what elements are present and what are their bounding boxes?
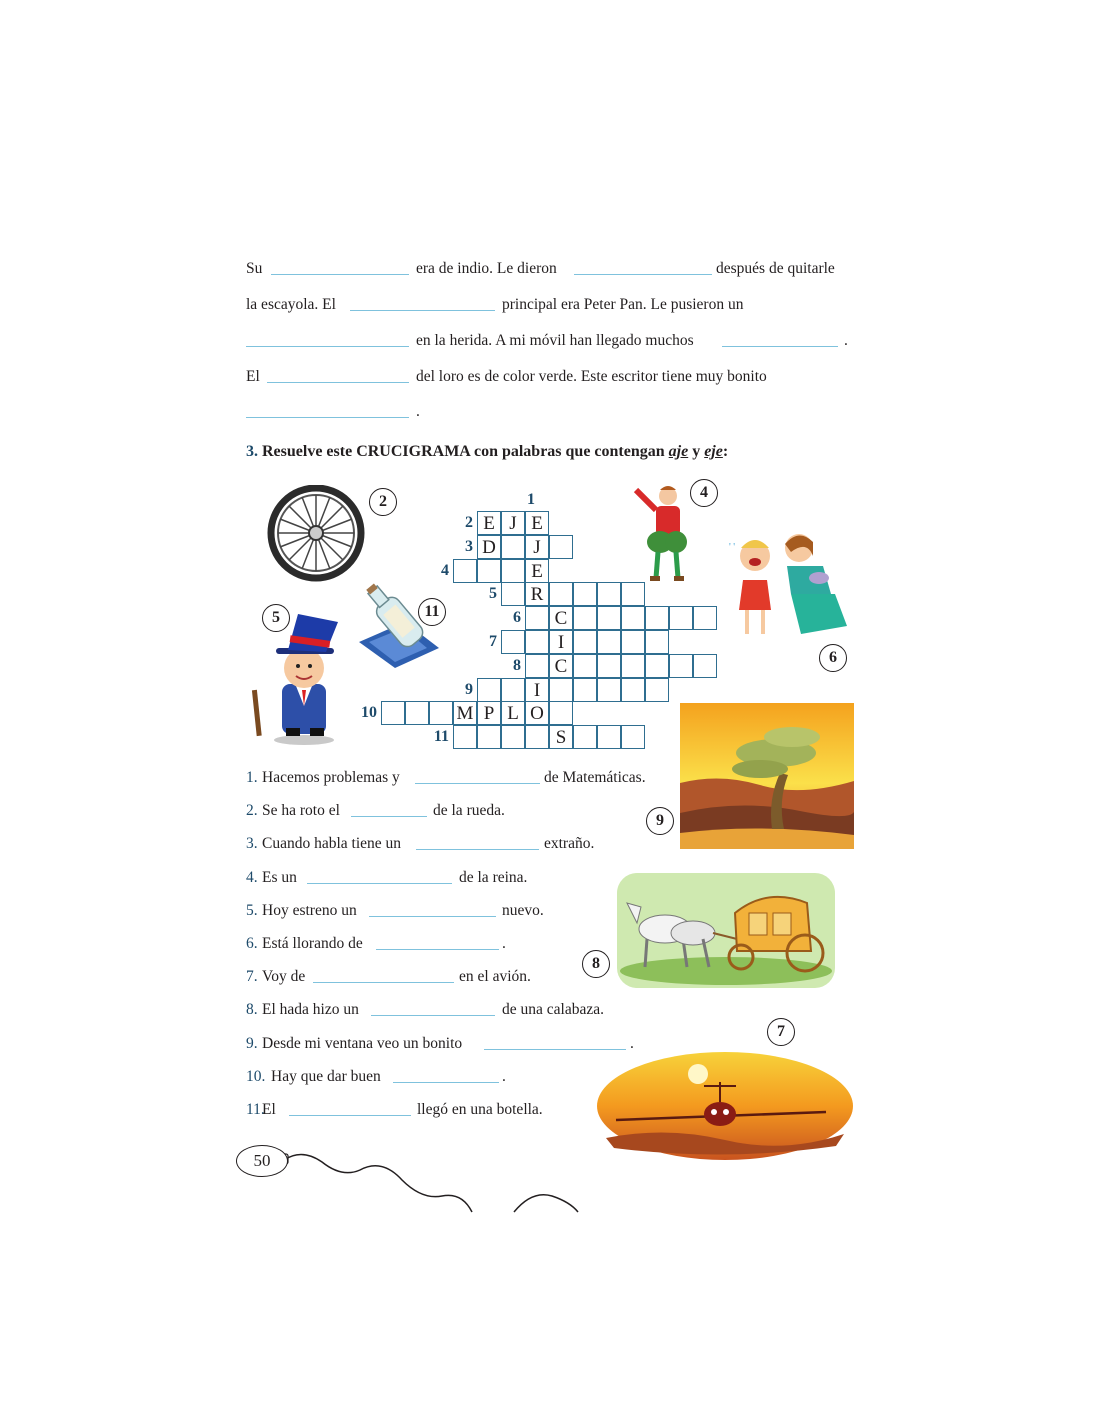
picture-number: 8 xyxy=(582,950,610,978)
answer-blank[interactable] xyxy=(246,346,409,347)
clue-text: Hacemos problemas y xyxy=(262,769,400,786)
picture-number: 6 xyxy=(819,644,847,672)
clue-number: 11. xyxy=(246,1101,265,1118)
crossword-cell[interactable] xyxy=(501,582,525,606)
crossword-row-number: 2 xyxy=(465,514,473,531)
paragraph-text: la escayola. El xyxy=(246,296,336,313)
crossword-cell[interactable] xyxy=(525,725,549,749)
crossword-cell[interactable] xyxy=(573,582,597,606)
crossword-cell[interactable] xyxy=(645,678,669,702)
clue-answer-blank[interactable] xyxy=(416,849,539,850)
clue-text: Voy de xyxy=(262,968,306,986)
exercise-title: Resuelve este CRUCIGRAMA con palabras que contengan xyxy=(262,443,665,460)
crossword-row-number: 5 xyxy=(489,585,497,603)
page-boy-illustration xyxy=(632,482,690,584)
crossword-cell[interactable]: P xyxy=(477,701,501,725)
answer-blank[interactable] xyxy=(271,274,409,275)
clue-number: 10. xyxy=(246,1067,266,1085)
exercise-word-eje: eje xyxy=(704,443,723,460)
crossword-cell[interactable]: E xyxy=(477,511,501,535)
crossword-cell[interactable] xyxy=(525,630,549,654)
carriage-illustration xyxy=(617,873,835,988)
clue-text-end: de una calabaza. xyxy=(502,1001,604,1019)
crossword-cell[interactable] xyxy=(621,678,645,702)
crossword-cell[interactable]: L xyxy=(501,701,525,725)
clue-text: Desde mi ventana veo un bonito xyxy=(262,1034,463,1052)
crossword-cell[interactable] xyxy=(573,630,597,654)
clue-number: 4. xyxy=(246,868,258,886)
crossword-cell[interactable] xyxy=(525,606,549,630)
crossword-row-number: 3 xyxy=(465,537,473,555)
clue-answer-blank[interactable] xyxy=(393,1082,499,1083)
crossword-column-number: 1 xyxy=(527,491,535,508)
crossword-cell[interactable] xyxy=(549,582,573,606)
crossword-cell[interactable] xyxy=(477,725,501,749)
clue-number: 2. xyxy=(246,802,258,820)
crossword-row-number: 11 xyxy=(433,728,449,746)
wheel-illustration xyxy=(266,485,370,583)
crossword-cell[interactable] xyxy=(669,654,693,678)
clue-text-end: en el avión. xyxy=(459,968,531,986)
crossword-cell[interactable] xyxy=(645,630,669,654)
crossword-cell[interactable]: I xyxy=(549,630,573,654)
clue-answer-blank[interactable] xyxy=(376,949,499,950)
crossword-cell[interactable]: R xyxy=(525,582,549,606)
crossword-cell[interactable] xyxy=(453,725,477,749)
crossword-cell[interactable] xyxy=(597,630,621,654)
clue-number: 9. xyxy=(246,1034,258,1052)
crossword-cell[interactable] xyxy=(573,678,597,702)
clue-number: 5. xyxy=(246,901,258,919)
clue-number: 6. xyxy=(246,935,258,952)
crossword-cell[interactable] xyxy=(621,654,645,678)
clue-text-end: nuevo. xyxy=(502,901,544,919)
crossword-row-number: 10 xyxy=(361,704,377,722)
crossword-cell[interactable] xyxy=(645,606,669,630)
crossword-row-number: 7 xyxy=(489,633,497,650)
crossword-cell[interactable]: D xyxy=(477,535,501,559)
crossword-cell[interactable] xyxy=(501,725,525,749)
paragraph-text: principal era Peter Pan. Le pusieron un xyxy=(502,296,744,313)
clue-text: El xyxy=(262,1101,276,1118)
clue-number: 8. xyxy=(246,1001,258,1019)
crossword-cell[interactable] xyxy=(621,606,645,630)
crossword-cell[interactable] xyxy=(477,559,501,583)
picture-number: 5 xyxy=(262,604,290,632)
mouse-cable-decoration xyxy=(232,1140,592,1215)
clue-text: Cuando habla tiene un xyxy=(262,835,402,853)
crossword-cell[interactable] xyxy=(621,725,645,749)
crossword-cell[interactable] xyxy=(597,606,621,630)
clue-text-end: de la reina. xyxy=(459,868,528,886)
crossword-cell[interactable] xyxy=(669,606,693,630)
clue-text: Está llorando de xyxy=(262,935,363,952)
crossword-row-number: 4 xyxy=(441,561,449,579)
crossword-cell[interactable] xyxy=(573,725,597,749)
crossword-cell[interactable] xyxy=(501,535,525,559)
clue-answer-blank[interactable] xyxy=(415,783,540,784)
exercise-number: 3. xyxy=(246,443,258,460)
exercise-word-aje: aje xyxy=(668,443,689,460)
clue-answer-blank[interactable] xyxy=(351,816,427,817)
clue-text: Hoy estreno un xyxy=(262,901,357,919)
picture-number: 2 xyxy=(369,488,397,516)
answer-blank[interactable] xyxy=(246,417,409,418)
clue-number: 7. xyxy=(246,968,258,986)
clue-text: Es un xyxy=(262,868,297,886)
crossword-cell[interactable] xyxy=(621,630,645,654)
paragraph-text: El xyxy=(246,368,260,385)
exercise-colon: : xyxy=(722,443,729,460)
paragraph-text: . xyxy=(416,403,420,420)
crossword-cell[interactable] xyxy=(381,701,405,725)
crossword-cell[interactable]: J xyxy=(501,511,525,535)
crossword-cell[interactable]: S xyxy=(549,725,573,749)
plane-sunset-illustration xyxy=(596,1050,854,1162)
clue-text-end: de la rueda. xyxy=(433,802,505,820)
paragraph-text: era de indio. Le dieron xyxy=(416,260,557,277)
crossword-cell[interactable] xyxy=(597,725,621,749)
crossword-cell[interactable] xyxy=(501,559,525,583)
page-number: 50 xyxy=(236,1145,288,1177)
crossword-cell[interactable] xyxy=(549,535,573,559)
clue-answer-blank[interactable] xyxy=(369,916,496,917)
crying-girl-illustration xyxy=(725,530,855,648)
clue-text-end: . xyxy=(630,1034,634,1052)
paragraph-text: en la herida. A mi móvil han llegado muchos xyxy=(416,332,694,349)
clue-text-end: . xyxy=(502,935,506,952)
crossword-cell[interactable]: O xyxy=(525,701,549,725)
picture-number: 7 xyxy=(767,1018,795,1046)
clue-number: 1. xyxy=(246,769,258,786)
crossword-cell[interactable]: I xyxy=(525,678,549,702)
picture-number: 11 xyxy=(418,598,446,626)
answer-blank[interactable] xyxy=(722,346,838,347)
clue-text-end: extraño. xyxy=(544,835,595,853)
paragraph-text: Su xyxy=(246,260,263,277)
crossword-cell[interactable] xyxy=(429,701,453,725)
crossword-cell[interactable] xyxy=(693,606,717,630)
picture-number: 9 xyxy=(646,807,674,835)
landscape-tree-illustration xyxy=(680,703,854,849)
clue-number: 3. xyxy=(246,835,258,853)
crossword-cell[interactable] xyxy=(693,654,717,678)
clue-text-end: llegó en una botella. xyxy=(417,1101,543,1118)
crossword-cell[interactable] xyxy=(621,582,645,606)
answer-blank[interactable] xyxy=(574,274,712,275)
exercise-joiner: y xyxy=(692,443,701,460)
exercise-heading xyxy=(246,443,728,461)
crossword-cell[interactable]: E xyxy=(525,559,549,583)
clue-text: Se ha roto el xyxy=(262,802,340,820)
crossword-cell[interactable] xyxy=(453,559,477,583)
crossword-cell[interactable]: J xyxy=(525,535,549,559)
crossword-cell[interactable] xyxy=(477,678,501,702)
crossword-cell[interactable]: E xyxy=(525,511,549,535)
crossword-cell[interactable] xyxy=(573,654,597,678)
answer-blank[interactable] xyxy=(267,382,409,383)
picture-number: 4 xyxy=(690,479,718,507)
crossword-cell[interactable] xyxy=(501,630,525,654)
crossword-cell[interactable] xyxy=(549,678,573,702)
clue-text: El hada hizo un xyxy=(262,1001,359,1019)
crossword-cell[interactable] xyxy=(405,701,429,725)
answer-blank[interactable] xyxy=(350,310,495,311)
crossword-row-number: 8 xyxy=(513,656,521,674)
crossword-cell[interactable]: M xyxy=(453,701,477,725)
paragraph-text: . xyxy=(844,332,848,349)
crossword-cell[interactable] xyxy=(549,701,573,725)
crossword-row-number: 6 xyxy=(513,609,521,627)
clue-answer-blank[interactable] xyxy=(313,982,454,983)
clue-text-end: de Matemáticas. xyxy=(544,769,646,786)
crossword-row-number: 9 xyxy=(465,680,473,698)
top-hat-man-illustration xyxy=(246,610,346,745)
clue-answer-blank[interactable] xyxy=(289,1115,411,1116)
crossword-cell[interactable]: C xyxy=(549,654,573,678)
crossword-cell[interactable] xyxy=(597,678,621,702)
clue-text-end: . xyxy=(502,1067,506,1085)
crossword-cell[interactable] xyxy=(525,654,549,678)
crossword-cell[interactable] xyxy=(645,654,669,678)
clue-answer-blank[interactable] xyxy=(371,1015,495,1016)
crossword-cell[interactable] xyxy=(573,606,597,630)
crossword-cell[interactable] xyxy=(597,654,621,678)
svg-text:' ': ' ' xyxy=(729,542,736,553)
clue-text: Hay que dar buen xyxy=(271,1067,381,1085)
crossword-cell[interactable] xyxy=(597,582,621,606)
clue-answer-blank[interactable] xyxy=(307,883,452,884)
crossword-cell[interactable]: C xyxy=(549,606,573,630)
paragraph-text: después de quitarle xyxy=(716,260,835,277)
paragraph-text: del loro es de color verde. Este escritor tiene muy bonito xyxy=(416,368,767,385)
crossword-cell[interactable] xyxy=(501,678,525,702)
